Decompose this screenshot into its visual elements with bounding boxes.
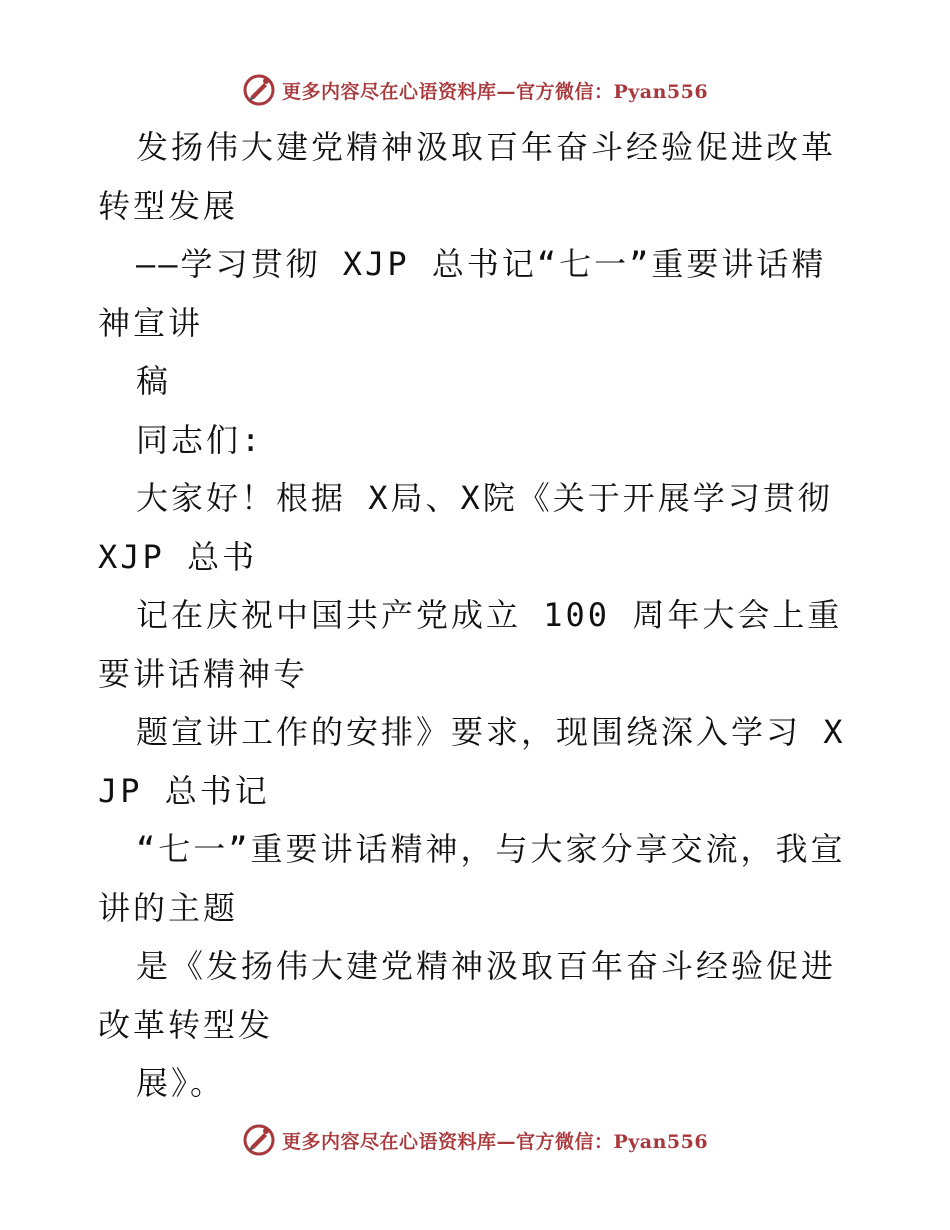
watermark-text: 更多内容尽在心语资料库—官方微信：Pyan556 [281, 1130, 709, 1153]
body-line: 大家好！根据 X局、X院《关于开展学习贯彻 XJP 总书 [98, 479, 833, 576]
watermark-text: 更多内容尽在心语资料库—官方微信：Pyan556 [281, 80, 709, 103]
body-line: 记在庆祝中国共产党成立 100 周年大会上重要讲话精神专 [98, 596, 843, 693]
pen-logo-icon [242, 73, 276, 107]
pen-logo-icon [242, 1123, 276, 1157]
body-line: 是《发扬伟大建党精神汲取百年奋斗经验促进改革转型发 [98, 947, 837, 1044]
document-subtitle: ——学习贯彻 XJP 总书记“七一”重要讲话精神宣讲 [98, 245, 827, 342]
document-body [98, 118, 858, 1113]
salutation: 同志们: [136, 420, 264, 459]
body-line: 展》。 [136, 1064, 226, 1102]
document-title: 发扬伟大建党精神汲取百年奋斗经验促进改革转型发展 [98, 128, 837, 225]
header-watermark-banner [0, 70, 950, 110]
body-line: “七一”重要讲话精神，与大家分享交流，我宣讲的主题 [98, 830, 846, 927]
subtitle-continuation: 稿 [136, 362, 172, 400]
body-line: 题宣讲工作的安排》要求，现围绕深入学习 XJP 总书记 [98, 713, 846, 810]
footer-watermark-banner [0, 1120, 950, 1160]
